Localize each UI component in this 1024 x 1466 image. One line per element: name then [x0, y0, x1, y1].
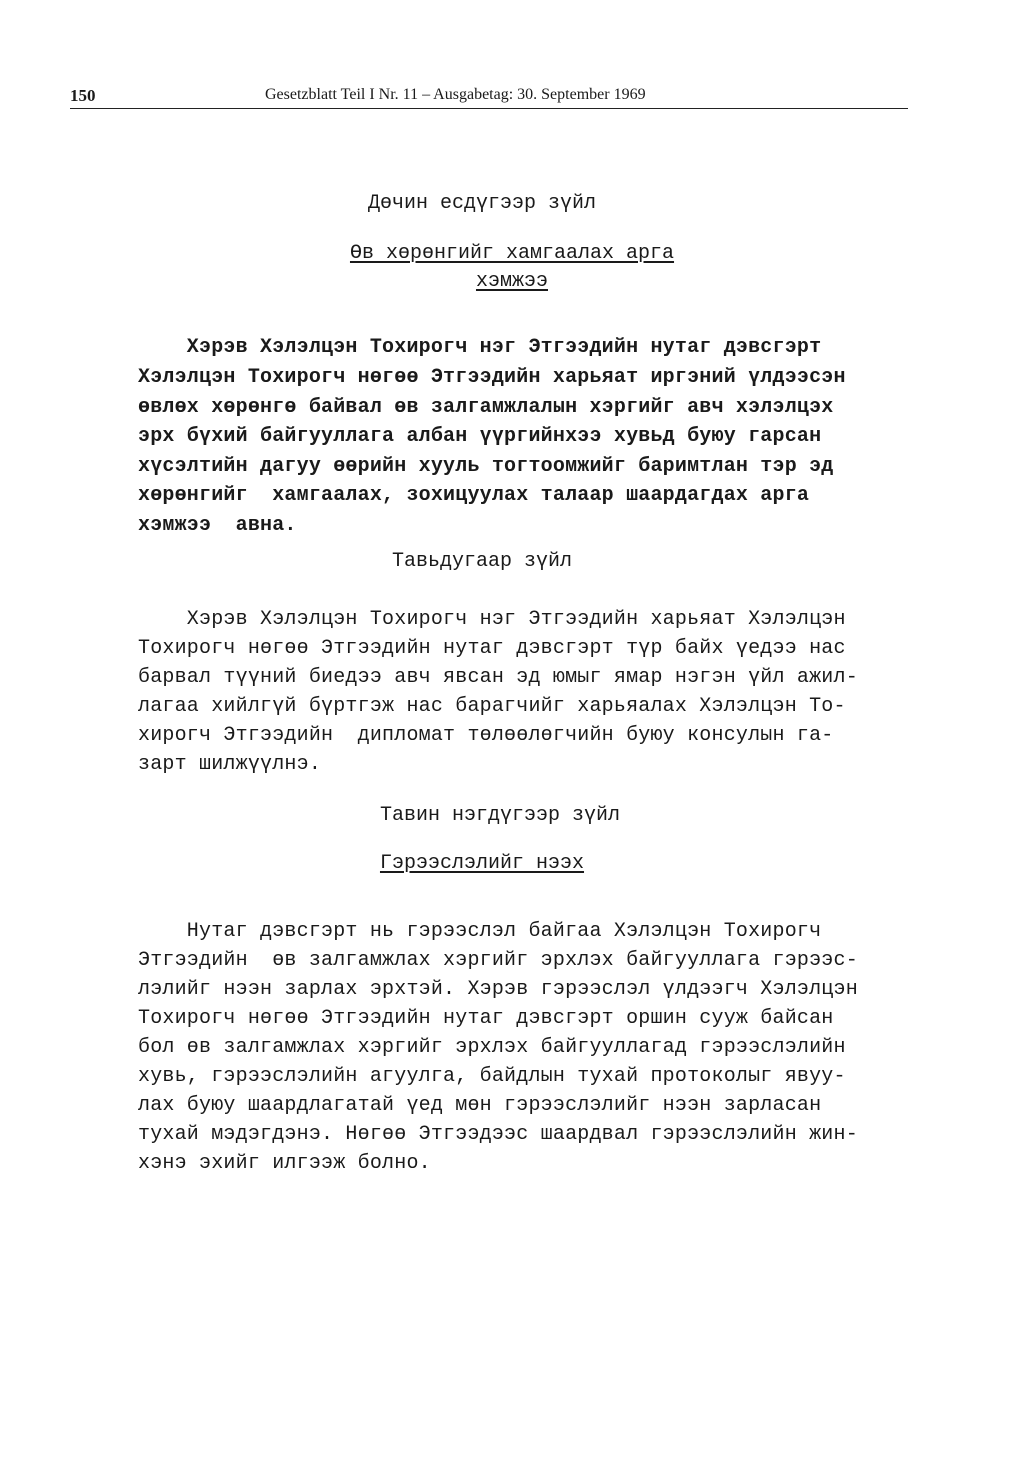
article-51-heading: Тавин нэгдүгээр зүйл: [379, 804, 621, 827]
publication-title: Gesetzblatt Teil I Nr. 11 – Ausgabetag: 30. September 1969: [265, 86, 646, 103]
text-line: Нутаг дэвсгэрт нь гэрээслэл байгаа Хэлэлцэн Тохирогч: [138, 920, 822, 943]
article-50-heading: Тавьдугаар зүйл: [391, 550, 573, 573]
article-51-subheading: Гэрээслэлийг нээх: [379, 852, 585, 875]
text-line: зарт шилжүүлнэ.: [138, 753, 322, 776]
text-line: эрх бүхий байгууллага албан үүргийнхээ хувьд буюу гарсан: [138, 425, 822, 448]
text-line: хирогч Этгээдийн дипломат төлөөлөгчийн буюу консулын га-: [138, 724, 834, 747]
text-line: Тохирогч нөгөө Этгээдийн нутаг дэвсгэрт түр байх үедээ нас: [138, 637, 846, 660]
text-line: Хэрэв Хэлэлцэн Тохирогч нэг Этгээдийн харьяат Хэлэлцэн: [138, 608, 846, 631]
text-line: бол өв залгамжлах хэргийг эрхлэх байгууллагад гэрээслэлийн: [138, 1036, 846, 1059]
text-line: Тохирогч нөгөө Этгээдийн нутаг дэвсгэрт оршин сууж байсан: [138, 1007, 834, 1030]
text-line: барвал түүний биедээ авч явсан эд юмыг ямар нэгэн үйл ажил-: [138, 666, 858, 689]
text-line: хэнэ эхийг илгээж болно.: [138, 1152, 431, 1175]
text-line: өвлөх хөрөнгө байвал өв залгамжлалын хэргийг авч хэлэлцэх: [138, 396, 834, 419]
page-number: 150: [70, 86, 96, 105]
text-line: хүсэлтийн дагуу өөрийн хууль тогтоомжийг баримтлан тэр эд: [138, 455, 834, 478]
article-49-subheading-2: хэмжээ: [475, 270, 548, 293]
text-line: хувь, гэрээслэлийн агуулга, байдлын тухай протоколыг явуу-: [138, 1065, 846, 1088]
article-49-heading: Дөчин есдүгээр зүйл: [367, 192, 597, 215]
article-49-subheading-1: Өв хөрөнгийг хамгаалах арга: [349, 242, 675, 265]
text-line: тухай мэдэгдэнэ. Нөгөө Этгээдээс шаардвал гэрээслэлийн жин-: [138, 1123, 858, 1146]
text-line: хэмжээ авна.: [138, 514, 297, 537]
text-line: хөрөнгийг хамгаалах, зохицуулах талаар шаардагдах арга: [138, 484, 810, 507]
text-line: лагаа хийлгүй бүртгэж нас барагчийг харьяалах Хэлэлцэн То-: [138, 695, 846, 718]
text-line: Хэлэлцэн Тохирогч нөгөө Этгээдийн харьяат иргэний үлдээсэн: [138, 366, 846, 389]
page-header: [70, 84, 908, 109]
text-line: лэлийг нээн зарлах эрхтэй. Хэрэв гэрээслэл үлдээгч Хэлэлцэн: [138, 978, 858, 1001]
text-line: лах буюу шаардлагатай үед мөн гэрээслэлийг нээн зарласан: [138, 1094, 822, 1117]
text-line: Хэрэв Хэлэлцэн Тохирогч нэг Этгээдийн нутаг дэвсгэрт: [138, 336, 822, 359]
text-line: Этгээдийн өв залгамжлах хэргийг эрхлэх байгууллага гэрээс-: [138, 949, 858, 972]
